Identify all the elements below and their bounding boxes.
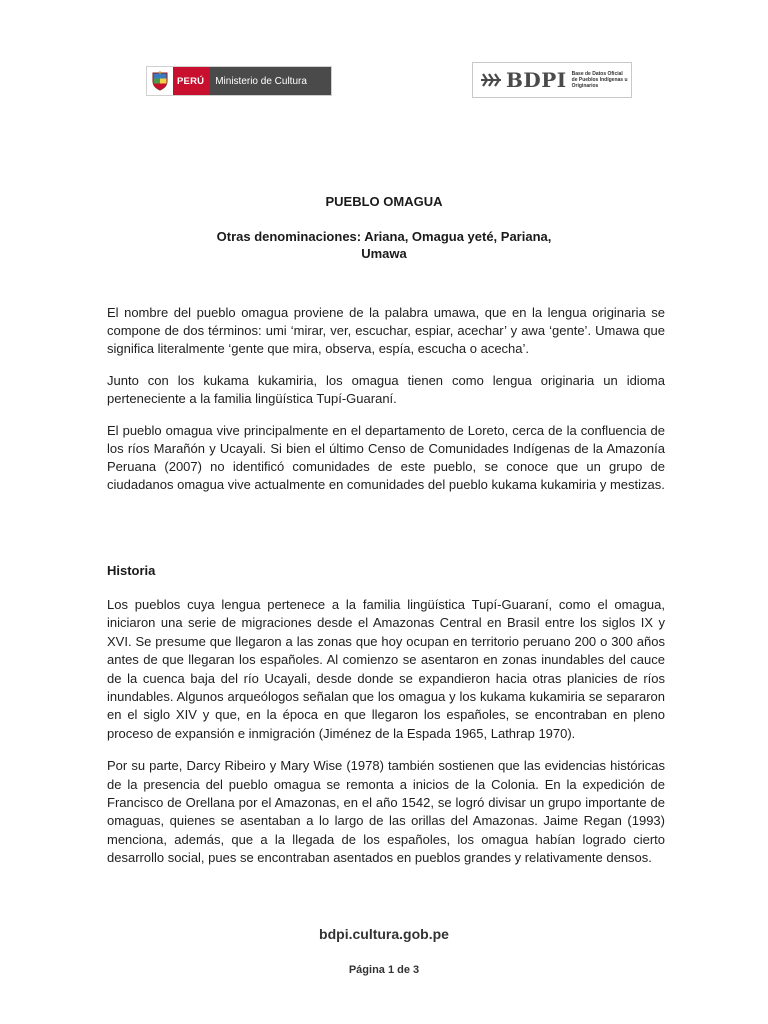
paragraph: Junto con los kukama kukamiria, los omagua tienen como lengua originaria un idioma perteneciente a la familia lingüística Tupí-Guaraní. xyxy=(107,373,665,406)
bdpi-name: BDPI xyxy=(506,68,567,92)
ministerio-cultura-logo xyxy=(146,66,332,96)
peru-coat-of-arms-icon xyxy=(147,67,173,95)
paragraph: Los pueblos cuya lengua pertenece a la familia lingüística Tupí-Guaraní, como el omagua, iniciaron una serie de migraciones desde el Amazonas Central en Brasil entre los siglos IX y XVI. Se presume que llegaron a las zonas que hoy ocupan en territorio peruano 200 o 300 años antes de que llegaran los españoles. Al comienzo se asentaron en zonas inundables del cauce de la cuenca baja del río Ucayali, desde donde se expandieron hacia otras planicies de ríos inundables. Algunos arqueólogos señalan que los omagua y los kukama kukamiria se separaron en el siglo XIV y que, en la época en que llegaron los españoles, se encontraban en pleno proceso de expansión e inmigración (Jiménez de la Espada 1965, Lathrap 1970). xyxy=(107,597,665,741)
page-number: Página 1 de 3 xyxy=(348,964,420,976)
document-title: PUEBLO OMAGUA xyxy=(325,194,443,209)
paragraph: El nombre del pueblo omagua proviene de la palabra umawa, que en la lengua originaria se compone de dos términos: umi ‘mirar, ver, escuchar, espiar, acechar’ y awa ‘gente’. Umawa que significa literalmente ‘gente que mira, observa, espía, escucha o acecha’. xyxy=(107,305,665,356)
bdpi-pattern-icon xyxy=(479,68,503,92)
footer-url: bdpi.cultura.gob.pe xyxy=(319,926,449,942)
ministry-label: Ministerio de Cultura xyxy=(209,67,331,95)
section-heading-historia: Historia xyxy=(107,563,156,578)
bdpi-logo xyxy=(472,62,632,98)
paragraph: El pueblo omagua vive principalmente en el departamento de Loreto, cerca de la confluencia de los ríos Marañón y Ucayali. Si bien el último Censo de Comunidades Indígenas de la Amazonía Peruana (2007) no identificó comunidades de este pueblo, se conoce que un grupo de ciudadanos omagua vive actualmente en comunidades del pueblo kukama kukamiria y mestizas. xyxy=(107,423,665,492)
paragraph: Por su parte, Darcy Ribeiro y Mary Wise (1978) también sostienen que las evidencias históricas de la presencia del pueblo omagua se remonta a inicios de la Colonia. En la expedición de Francisco de Orellana por el Amazonas, en el año 1542, se logró divisar un grupo importante de omaguas, quienes se asentaban a lo largo de las orillas del Amazonas. Jaime Regan (1993) menciona, además, que a la llegada de los españoles, los omagua habían logrado cierto desarrollo social, pues se encontraban asentados en pueblos grandes y relativamente densos. xyxy=(107,758,665,866)
document-subtitle: Otras denominaciones: Ariana, Omagua yeté, Pariana, Umawa xyxy=(216,229,552,261)
peru-label: PERÚ xyxy=(173,67,209,95)
history-section xyxy=(107,596,665,868)
intro-section xyxy=(107,304,665,494)
bdpi-subtitle: Base de Datos Oficial de Pueblos Indígenas u Originarios xyxy=(571,71,628,89)
